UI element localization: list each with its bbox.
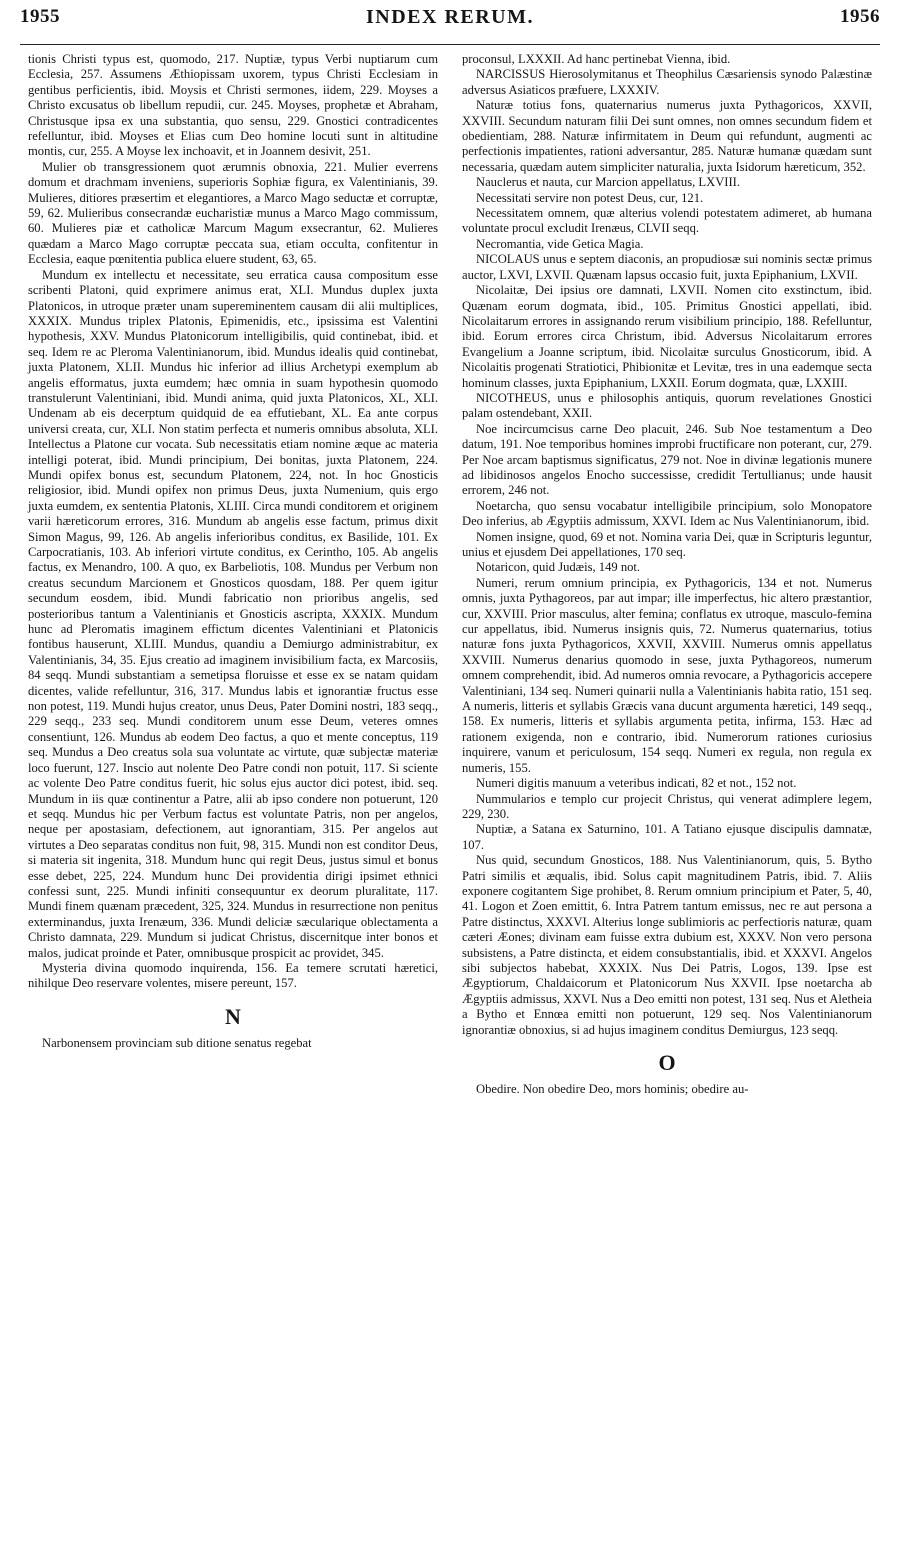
index-entry: NARCISSUS Hierosolymitanus et Theophilus Cæsariensis synodo Palæstinæ adversus Asiaticos præfuere, LXXXIV. bbox=[462, 67, 872, 97]
index-entry: Nauclerus et nauta, cur Marcion appellatus, LXVIII. bbox=[476, 175, 741, 190]
page-number-left: 1955 bbox=[20, 6, 60, 27]
left-column bbox=[28, 52, 438, 1051]
index-entry: NICOTHEUS, unus e philosophis antiquis, quorum revelationes Gnostici palam ostendebant, XXII. bbox=[462, 390, 872, 421]
index-entry: Narbonensem provinciam sub ditione senatus regebat bbox=[42, 1035, 312, 1050]
index-entry: Nummularios e templo cur projecit Christus, qui venerat adimplere legem, 229, 230. bbox=[462, 791, 872, 821]
running-title: INDEX RERUM. bbox=[366, 6, 534, 28]
index-entry: Nicolaitæ, Dei ipsius ore damnati, LXVII. Nomen cito exstinctum, ibid. Quænam eorum dogmata, ibid., 105. Primitus Gnostici appellati, ibid. Nicolaitarum errores in assignando rerum visibilium principio, 188. Refelluntur, ibid. Eorum errores circa Christum, ibid. Adversus Nicolaitarum errores Evangelium a Joanne scriptum, ibid. Nicolaitæ surculus Gnosticorum, ibid. A Nicolaitis progenati Stratiotici, Phibionitæ et Levitæ, tres in una eademque secta hominum classes, juxta Epiphanium, LXXII. Eorum dogmata, quæ, LXXIII. bbox=[462, 283, 872, 390]
index-entry: Nus quid, secundum Gnosticos, 188. Nus Valentinianorum, quis, 5. Bytho Patri similis et æqualis, ibid. Solus capit magnitudinem Patris, ibid. 7. Aliis exponere cogitantem Sige prohibet, 8. Rerum omnium principium et Pater, 5, 40, 41. Logon et Zoen emittit, 6. Intra Patrem tantum emissus, nec re aut persona a Patre distinctus, XXXVI. Alterius longe sublimioris ac perfectioris naturæ, quam cæteri Æones; divinam eam fuisse extra dubium est, XXXV. Non vero persona subsistens, a Patre distincta, et eidem consubstantialis, ibid. et XXXVI. Angelos sibi subjectos habebat, XXXIX. Nus Dei Patris, Logos, 139. Ipse est Ægyptiorum, Chaldaicorum et Platonicorum Nus XXVII. Ipse noetarcha ab Ægyptiis admissus, XXVI. Nus a Deo emitti non potest, 131 seq. Nus et Aletheia a Bytho et Ennœa emitti non potuerunt, 129 seq. Nos Valentinianorum ignorantiæ obnoxius, si ad hujus imaginem conditus Demiurgus, 123 seqq. bbox=[462, 853, 872, 1037]
index-entry: Necessitati servire non potest Deus, cur, 121. bbox=[476, 190, 704, 205]
index-entry: Mulier ob transgressionem quot ærumnis obnoxia, 221. Mulier everrens domum et drachmam inveniens, superioris Sophiæ figura, ex Valentinianis, 39. Mulieres, ditiores præsertim et elegantiores, a Marco Mago seductæ et corruptæ, 59, 62. Mulieribus consecrandæ eucharistiæ munus a Marco Mago commissum, 60. Mulieres piæ et catholicæ Marcum Magum exsecrantur, 62. Mulieres quædam a Marco Mago corruptæ peccata sua, etiam occulta, confitentur in Ecclesia, eaque pœnitentia publica eluere student, 63, 65. bbox=[28, 159, 438, 267]
index-entry: NICOLAUS unus e septem diaconis, an propudiosæ sui nominis sectæ primus auctor, LXVI, LXVII. Quænam lapsus occasio fuit, juxta Epiphanium, LXVII. bbox=[462, 252, 872, 282]
index-entry: Naturæ totius fons, quaternarius numerus juxta Pythagoricos, XXVII, XXVIII. Secundum naturam filii Dei sunt omnes, non omnes secundum fidem et obedientiam, 288. Naturæ infirmitatem in Deum qui refundunt, augmenti ac perfectionis impatientes, rationi adversantur, 285. Naturæ humanæ quædam sunt necessaria, quædam autem simpliciter naturalia, juxta Isidorum hæreticum, 352. bbox=[462, 98, 872, 174]
section-letter: O bbox=[658, 1050, 676, 1075]
index-entry: Numeri, rerum omnium principia, ex Pythagoricis, 134 et not. Numerus omnis, juxta Pythagoreos, par aut impar; ille imperfectus, hic altero præstantior, cur, XXVIII. Prior masculus, alter femina; conflatus ex utroque, masculo-femina cur appellatus, ibid. Numerus insignis quis, 72. Numerus quaternarius, totius naturæ fons juxta Pythagoricos, XXVII, XXVIII. Numerus omnis appellatus XXVIII. Numerus denarius quomodo in sese, juxta Pythagoreos, numerum omnem comprehendit, ibid. Ad numeros omnia revocare, a Pythagoricis accepere Valentiniani, 134 seq. Numeri quinarii nulla a Valentinianis habita ratio, 151 seq. A numeris, litteris et syllabis Græcis vana ducunt argumenta hæretici, 149 seqq., 158. Ex numeris, litteris et syllabis argumenta petita, infirma, 153. Hæc ad rationem exigenda, non e contrario, ibid. Numerorum rationes curiosius inquirere, vanum et periculosum, 154 seqq. Numeri ex regula, non regula ex numeris, 155. bbox=[462, 575, 872, 775]
index-entry: Noe incircumcisus carne Deo placuit, 246. Sub Noe testamentum a Deo datum, 191. Noe temporibus homines improbi fructificare non poterant, cur, 279. Per Noe arcam baptismus significatus, 279 not. Noe in divinæ legationis munere ad libidinosos angelos Enocho successisse, credidit Tertullianus; unde hausit errorem, 246 not. bbox=[462, 421, 872, 498]
right-column bbox=[462, 52, 872, 1097]
index-entry: tionis Christi typus est, quomodo, 217. Nuptiæ, typus Verbi nuptiarum cum Ecclesia, 257. Assumens Æthiopissam uxorem, typus Christi Ecclesiam in gentibus perficientis, ibid. Moysis et Christi sermones, iidem, 229. Moyses a Christo excusatus ob libellum repudii, cur. 245. Moyses, prophetæ et Abraham, Christusque ipsa ex una substantia, quo sensu, 229. Gnostici contradicentes refelluntur, ibid. Moyses et Elias cum Deo homine locuti sunt in altitudine montis, cur, 255. A Moyse lex inchoavit, et in Joannem desivit, 251. bbox=[28, 52, 438, 159]
page-number-right: 1956 bbox=[840, 6, 880, 27]
index-entry: Noetarcha, quo sensu vocabatur intelligibile principium, solo Monopatore Deo inferius, ab Ægyptiis admissum, XXVI. Idem ac Nus Valentinianorum, ibid. bbox=[462, 498, 872, 529]
index-entry: proconsul, LXXXII. Ad hanc pertinebat Vienna, ibid. bbox=[462, 52, 731, 66]
index-entry: Mysteria divina quomodo inquirenda, 156. Ea temere scrutati hæretici, nihilque Deo reservare volentes, misere pereunt, 157. bbox=[28, 960, 438, 991]
section-letter: N bbox=[225, 1003, 241, 1029]
page-header bbox=[20, 6, 880, 40]
header-rule bbox=[20, 44, 880, 45]
index-entry: Necromantia, vide Getica Magia. bbox=[476, 236, 644, 251]
index-entry: Nomen insigne, quod, 69 et not. Nomina varia Dei, quæ in Scripturis leguntur, unius et ejusdem Dei appellationes, 170 seq. bbox=[462, 529, 872, 559]
index-entry: Numeri digitis manuum a veteribus indicati, 82 et not., 152 not. bbox=[476, 776, 797, 791]
index-entry: Nuptiæ, a Satana ex Saturnino, 101. A Tatiano ejusque discipulis damnatæ, 107. bbox=[462, 822, 872, 852]
index-entry: Mundum ex intellectu et necessitate, seu erratica causa compositum esse scribenti Platoni, quid exprimere animus erat, XLI. Mundus duplex juxta Platonicos, in utroque præter unam supereminentem causam dii alii multiplices, XXXIX. Mundus triplex Platonis, Epimenidis, etc., ipsissima est Valentini hypothesis, XXV. Mundus Platonicorum intelligibilis, quid continebat, ibid. et seq. Idem re ac Pleroma Valentinianorum, ibid. Mundus idealis quid continebat, juxta Platonem, XLII. Mundus hic inferior ad illius Archetypi exemplum ab angelis efformatus, juxta eumdem; hæc omnia in suam hypothesin quomodo transtulerunt Valentiniani, ibid. Mundi anima, quid juxta Platonicos, XL, XLI. Undenam ab eis decerptum quidquid de ea effutiebant, XL. Ea ante corpus universi creata, cur, XLI. Non statim perfecta et numeris omnibus absoluta, XLI. Intellectus a Platone cur vocata. Sub necessitatis etiam nomine æque ac materia intelligi poterat, ibid. Mundi principium, Dei bonitas, juxta Platonem, 224. Mundi opifex bonus est, secundum Platonem, 224, not. In hoc Gnosticis religiosior, ibid. Mundi opifex non primus Deus, juxta Numenium, quis ergo juxta eumdem, ex sententia Platonis, XLIII. Circa mundi conditorem et originem varii hæreticorum errores, 316. Mundum ab angelis esse factum, primus dixit Simon Magus, 99, 126. Ab angelis inferioribus conditus, ex Basilide, 101. Ex Carpocratianis, 103. Ab inferiori virtute conditus, ex Cerintho, 105. Ab angelis factus, ex Menandro, 100. A quo, ex Barbeliotis, 108. Mundus per Verbum non creatus secundum Marcionem et Gnosticos quosdam, 188. Per quem igitur secundum eosdem, ibid. Mundi fabricatio non prioribus angelis, sed posterioribus tantum a Valentinianis et Gnosticis ascripta, XXXIX. Mundum hunc ad Pleromatis imaginem effictum dicentes Valentiniani et Platonicis fontibus hauserunt, XLIII. Mundus, quandiu a Demiurgo administrabitur, ex Valentinianis, 34, 35. Ejus creatio ad imaginem invisibilium facta, ex Marcosiis, 84 seqq. Mundi substantiam a semetipsa floruisse et esse ex se natam quidam dicentes, valide refelluntur, 316, 317. Mundus labis et ignorantiæ fructus esse non potest, 119. Mundi hujus creator, unus Deus, Pater Domini nostri, 183 seqq., 229 seqq., 233 seq. Mundi conditorem unum esse Deum, veteres omnes consentiunt, 126. Mundus ab eodem Deo factus, a quo et mente conceptus, 119 seq. Mundus a Deo creatus sola sua voluntate ac virtute, quæ subjectæ materiæ loco fuerunt, 127. Inscio aut nolente Deo Patre condi non potuit, 117. Si sciente ac volente Deo Patre conditus fuerit, hic solus ejus auctor dici potest, ibid. seq. Mundum in iis quæ continentur a Patre, alii ab ipso condere non potuerunt, 120 et seqq. Mundus hic per Verbum factus est voluntate Patris, non per angelos, neque per apostasiam, defectionem, aut ignorantiam, 315. Per angelos aut virtutes a Deo separatas conditus non fuit, 98, 315. Mundi non est conditor Deus, si materia sit ingenita, 318. Mundum hunc qui regit Deus, justus simul et bonus esse debet, 225, 224. Mundum hunc Dei providentia dirigi ipsimet ethnici confessi sunt, 225. Mundi infiniti consequuntur ex deorum pluralitate, 117. Mundi finem quænam præcedent, 325, 324. Mundus in resurrectione non penitus exterminandus, juxta Irenæum, 336. Mundi deliciæ sæcularique oblectamenta a Christo damnata, 229. Mundum si judicat Christus, discernitque inter bonos et malos, judicat proinde et Pater, omnibusque prospicit ac providet, 345. bbox=[28, 267, 438, 960]
index-entry: Obedire. Non obedire Deo, mors hominis; obedire au- bbox=[476, 1082, 749, 1096]
index-entry: Notaricon, quid Judæis, 149 not. bbox=[476, 560, 641, 575]
index-entry: Necessitatem omnem, quæ alterius volendi potestatem adimeret, ab humana voluntate procul excludit Irenæus, CLVII seqq. bbox=[462, 206, 872, 236]
